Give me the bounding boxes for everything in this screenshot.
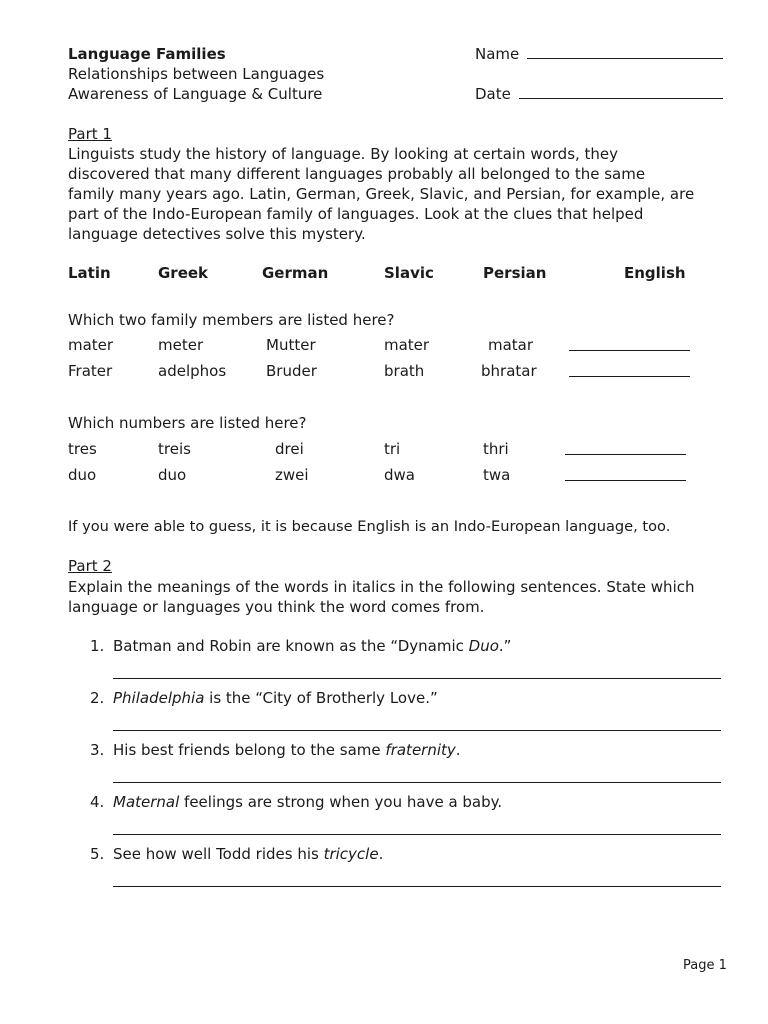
name-label: Name xyxy=(475,45,520,63)
question-text xyxy=(113,844,383,864)
conclusion-text: If you were able to guess, it is because English is an Indo-European language, too. xyxy=(68,518,671,535)
question-number: 1. xyxy=(90,637,105,655)
column-header: Latin xyxy=(68,264,111,282)
question-text-after: . xyxy=(455,741,461,759)
greek-word: meter xyxy=(158,336,204,354)
word-row xyxy=(0,335,768,357)
answer-line[interactable] xyxy=(113,886,721,887)
question-text-after: .” xyxy=(498,637,512,655)
column-header: Slavic xyxy=(384,264,434,282)
greek-word: duo xyxy=(158,466,187,484)
part2-intro-line: language or languages you think the word comes from. xyxy=(68,598,485,616)
slavic-word: dwa xyxy=(384,466,415,484)
question-text-after: feelings are strong when you have a baby. xyxy=(179,793,503,811)
family-members-question: Which two family members are listed here? xyxy=(68,311,395,329)
greek-word: treis xyxy=(158,440,191,458)
slavic-word: tri xyxy=(384,440,401,458)
part2-intro-line: Explain the meanings of the words in italics in the following sentences. State which xyxy=(68,578,695,596)
question-text-after: . xyxy=(378,845,384,863)
german-word: drei xyxy=(275,440,304,458)
date-blank[interactable] xyxy=(519,84,723,99)
word-row xyxy=(0,361,768,383)
question-text-before: See how well Todd rides his xyxy=(113,845,324,863)
name-field-row xyxy=(475,44,723,64)
part1-intro-line: family many years ago. Latin, German, Greek, Slavic, and Persian, for example, are xyxy=(68,185,695,203)
slavic-word: brath xyxy=(384,362,425,380)
page-number: Page 1 xyxy=(683,958,727,973)
worksheet-subtitle-1: Relationships between Languages xyxy=(68,65,325,83)
part2-heading: Part 2 xyxy=(68,557,112,575)
question-text xyxy=(113,792,502,812)
column-header: English xyxy=(624,264,686,282)
worksheet-title: Language Families xyxy=(68,45,226,63)
part1-intro-line: discovered that many different languages probably all belonged to the same xyxy=(68,165,646,183)
italic-word: fraternity xyxy=(385,741,456,759)
italic-word: tricycle xyxy=(323,845,379,863)
question-number: 4. xyxy=(90,793,105,811)
numbers-question: Which numbers are listed here? xyxy=(68,414,307,432)
part1-heading: Part 1 xyxy=(68,125,112,143)
part2-intro xyxy=(68,577,730,617)
german-word: Bruder xyxy=(266,362,317,380)
column-header: German xyxy=(262,264,329,282)
greek-word: adelphos xyxy=(158,362,227,380)
question-number: 5. xyxy=(90,845,105,863)
question-text-after: is the “City of Brotherly Love.” xyxy=(204,689,438,707)
persian-word: bhratar xyxy=(481,362,537,380)
italic-word: Maternal xyxy=(113,793,180,811)
worksheet-subtitle-2: Awareness of Language & Culture xyxy=(68,85,323,103)
persian-word: twa xyxy=(483,466,511,484)
english-answer-blank[interactable] xyxy=(569,350,690,351)
column-header: Greek xyxy=(158,264,209,282)
part1-intro-line: part of the Indo-European family of languages. Look at the clues that helped xyxy=(68,205,644,223)
english-answer-blank[interactable] xyxy=(569,376,690,377)
answer-line[interactable] xyxy=(113,730,721,731)
name-blank[interactable] xyxy=(527,44,723,59)
persian-word: matar xyxy=(488,336,534,354)
answer-line[interactable] xyxy=(113,678,721,679)
latin-word: Frater xyxy=(68,362,113,380)
latin-word: mater xyxy=(68,336,114,354)
question-number: 2. xyxy=(90,689,105,707)
word-row xyxy=(0,465,768,487)
date-label: Date xyxy=(475,85,511,103)
slavic-word: mater xyxy=(384,336,430,354)
date-field-row xyxy=(475,84,723,104)
latin-word: duo xyxy=(68,466,97,484)
latin-word: tres xyxy=(68,440,97,458)
question-text-before: His best friends belong to the same xyxy=(113,741,386,759)
part1-intro-line: language detectives solve this mystery. xyxy=(68,225,366,243)
column-header: Persian xyxy=(483,264,547,282)
word-row xyxy=(0,439,768,461)
english-answer-blank[interactable] xyxy=(565,480,686,481)
persian-word: thri xyxy=(483,440,509,458)
english-answer-blank[interactable] xyxy=(565,454,686,455)
answer-line[interactable] xyxy=(113,782,721,783)
question-text xyxy=(113,740,461,760)
part1-intro xyxy=(68,144,730,244)
german-word: Mutter xyxy=(266,336,316,354)
answer-line[interactable] xyxy=(113,834,721,835)
part1-intro-line: Linguists study the history of language. By looking at certain words, they xyxy=(68,145,619,163)
question-text-before: Batman and Robin are known as the “Dynamic xyxy=(113,637,469,655)
german-word: zwei xyxy=(275,466,309,484)
question-number: 3. xyxy=(90,741,105,759)
italic-word: Duo xyxy=(468,637,499,655)
italic-word: Philadelphia xyxy=(113,689,205,707)
question-text xyxy=(113,636,511,656)
language-column-headers xyxy=(0,263,768,285)
question-text xyxy=(113,688,438,708)
